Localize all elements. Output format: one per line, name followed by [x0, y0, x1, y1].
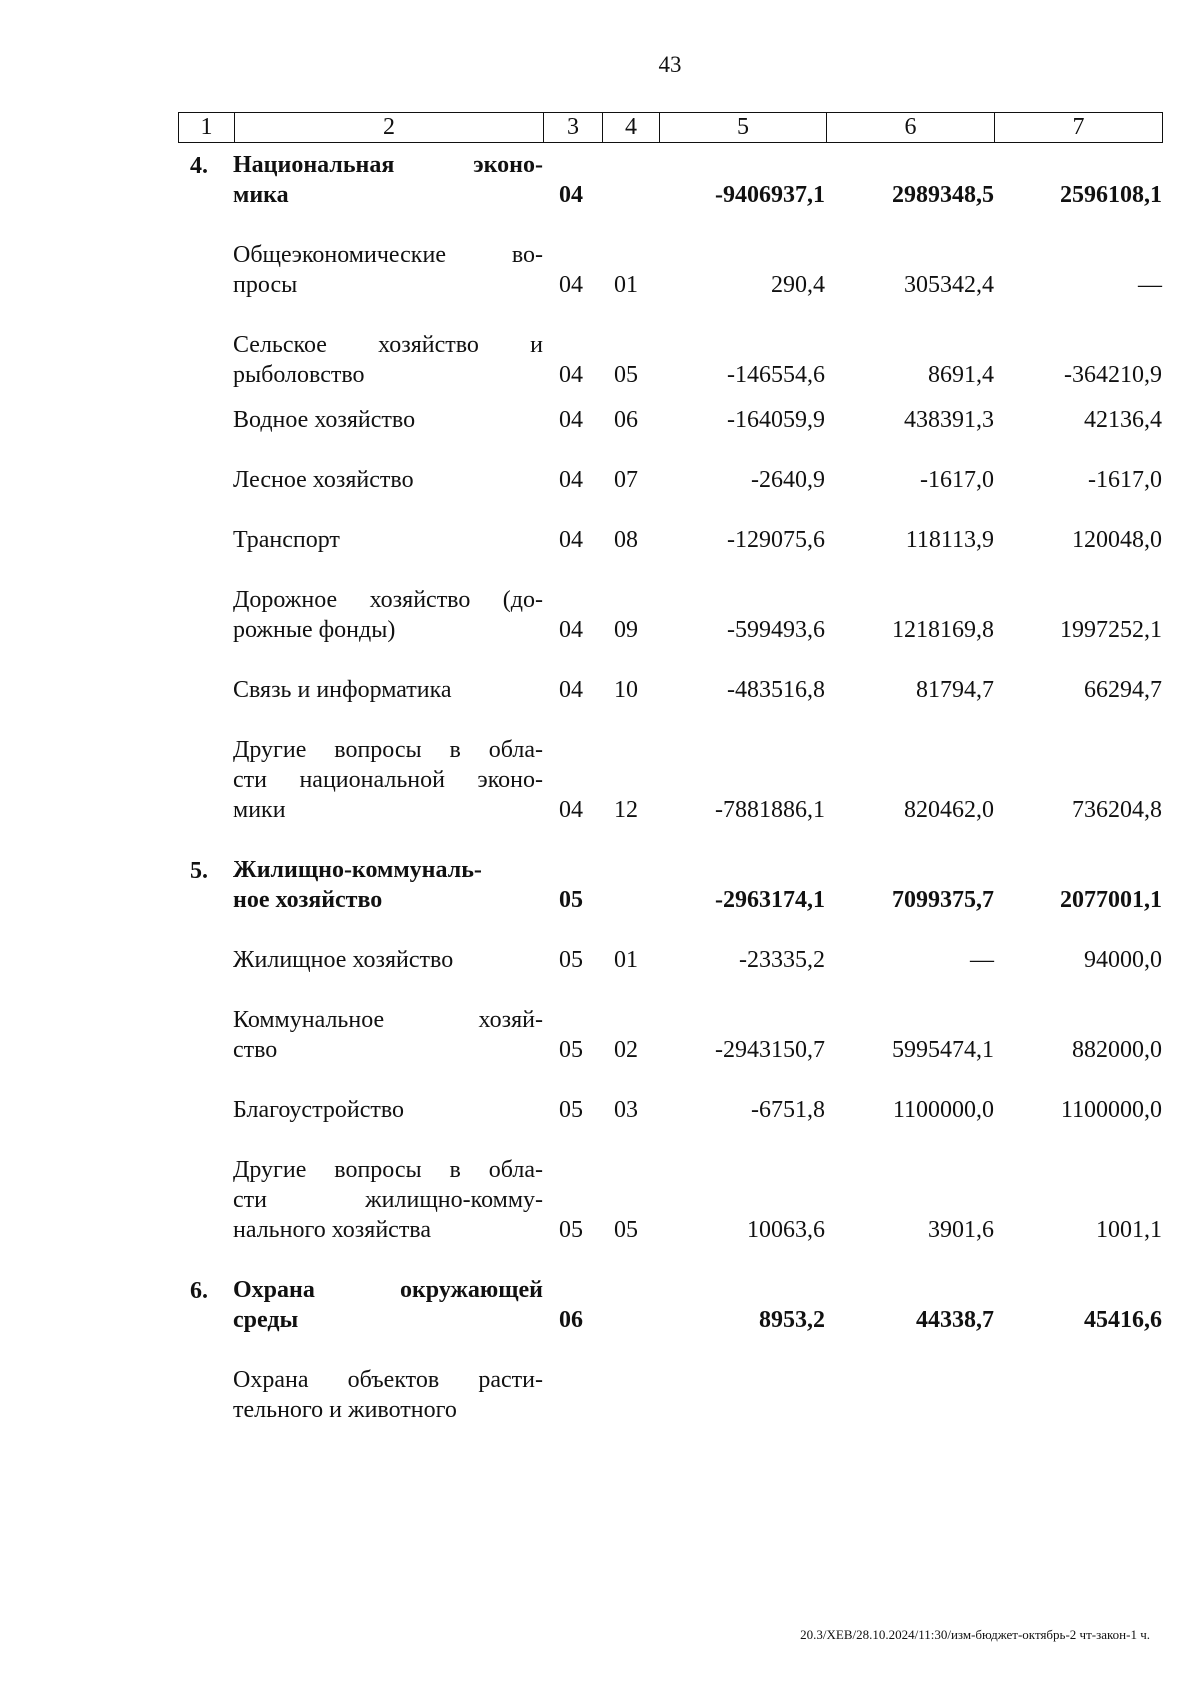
row-name-line: Связь и информатика [233, 677, 452, 703]
cell-c7: 882000,0 [1072, 1037, 1162, 1063]
row-name-line: Жилищно-коммуналь- [233, 857, 482, 883]
row-number: 5. [190, 858, 208, 884]
cell-c4: 05 [614, 362, 638, 388]
row-name-line: сти жилищно-комму- [233, 1187, 543, 1213]
cell-c7: 2077001,1 [1060, 887, 1162, 913]
header-col-2: 2 [235, 113, 544, 143]
header-col-1: 1 [179, 113, 235, 143]
header-col-5: 5 [660, 113, 827, 143]
row-name-line: Лесное хозяйство [233, 467, 414, 493]
cell-c3: 05 [559, 887, 583, 913]
footer-stamp: 20.3/ХЕВ/28.10.2024/11:30/изм-бюджет-октябрь-2 чт-закон-1 ч. [800, 1627, 1150, 1642]
cell-c7: — [1138, 272, 1162, 298]
cell-c4: 12 [614, 797, 638, 823]
cell-c5: 10063,6 [747, 1217, 825, 1243]
cell-c4: 01 [614, 272, 638, 298]
cell-c5: -6751,8 [751, 1097, 825, 1123]
row-name [233, 405, 543, 435]
cell-c6: 44338,7 [916, 1307, 994, 1333]
cell-c6: -1617,0 [920, 467, 994, 493]
cell-c5: -23335,2 [739, 947, 825, 973]
cell-c6: — [970, 947, 994, 973]
row-name [233, 330, 543, 390]
cell-c3: 04 [559, 617, 583, 643]
cell-c6: 1218169,8 [892, 617, 994, 643]
row-name [233, 525, 543, 555]
row-name [233, 1365, 543, 1425]
column-number-header [178, 112, 1163, 143]
cell-c5: -483516,8 [727, 677, 825, 703]
cell-c6: 5995474,1 [892, 1037, 994, 1063]
cell-c3: 05 [559, 1217, 583, 1243]
cell-c5: -164059,9 [727, 407, 825, 433]
cell-c7: 94000,0 [1084, 947, 1162, 973]
row-name-line: Водное хозяйство [233, 407, 416, 433]
row-name [233, 735, 543, 825]
cell-c4: 06 [614, 407, 638, 433]
cell-c5: -146554,6 [727, 362, 825, 388]
header-col-7: 7 [995, 113, 1163, 143]
row-name-line: рыболовство [233, 362, 365, 388]
cell-c4: 05 [614, 1217, 638, 1243]
cell-c6: 8691,4 [928, 362, 994, 388]
row-name-line: Общеэкономические во- [233, 242, 543, 268]
cell-c7: 42136,4 [1084, 407, 1162, 433]
cell-c7: 66294,7 [1084, 677, 1162, 703]
cell-c5: -9406937,1 [715, 182, 825, 208]
row-name-line: рожные фонды) [233, 617, 396, 643]
cell-c5: -7881886,1 [715, 797, 825, 823]
row-name [233, 855, 543, 915]
row-name-line: Охрана объектов расти- [233, 1367, 543, 1393]
row-name-line: Сельское хозяйство и [233, 332, 543, 358]
row-name [233, 1095, 543, 1125]
cell-c5: 290,4 [771, 272, 825, 298]
row-name-line: просы [233, 272, 298, 298]
cell-c3: 04 [559, 407, 583, 433]
row-name [233, 465, 543, 495]
cell-c7: 1001,1 [1096, 1217, 1162, 1243]
cell-c7: 1997252,1 [1060, 617, 1162, 643]
cell-c3: 04 [559, 797, 583, 823]
row-name-line: ное хозяйство [233, 887, 383, 913]
cell-c3: 04 [559, 272, 583, 298]
cell-c6: 1100000,0 [892, 1097, 994, 1123]
row-name-line: Другие вопросы в обла- [233, 737, 543, 763]
cell-c3: 04 [559, 677, 583, 703]
cell-c3: 05 [559, 947, 583, 973]
row-number: 4. [190, 153, 208, 179]
cell-c4: 01 [614, 947, 638, 973]
cell-c6: 81794,7 [916, 677, 994, 703]
row-name-line: Жилищное хозяйство [233, 947, 454, 973]
row-name-line: Коммунальное хозяй- [233, 1007, 543, 1033]
cell-c6: 2989348,5 [892, 182, 994, 208]
cell-c3: 04 [559, 182, 583, 208]
cell-c7: 2596108,1 [1060, 182, 1162, 208]
row-name-line: нального хозяйства [233, 1217, 431, 1243]
cell-c6: 3901,6 [928, 1217, 994, 1243]
row-name-line: мики [233, 797, 286, 823]
row-name [233, 1155, 543, 1245]
header-col-4: 4 [603, 113, 660, 143]
row-name-line: мика [233, 182, 289, 208]
cell-c3: 05 [559, 1037, 583, 1063]
cell-c7: 45416,6 [1084, 1307, 1162, 1333]
cell-c4: 08 [614, 527, 638, 553]
cell-c5: -2963174,1 [715, 887, 825, 913]
cell-c4: 10 [614, 677, 638, 703]
cell-c4: 03 [614, 1097, 638, 1123]
row-name [233, 675, 543, 705]
cell-c7: 1100000,0 [1060, 1097, 1162, 1123]
row-name [233, 1275, 543, 1335]
cell-c3: 04 [559, 527, 583, 553]
cell-c5: -2640,9 [751, 467, 825, 493]
row-name-line: Благоустройство [233, 1097, 405, 1123]
cell-c5: -2943150,7 [715, 1037, 825, 1063]
row-name-line: Другие вопросы в обла- [233, 1157, 543, 1183]
cell-c3: 05 [559, 1097, 583, 1123]
row-name-line: Дорожное хозяйство (до- [233, 587, 543, 613]
cell-c4: 09 [614, 617, 638, 643]
cell-c7: -1617,0 [1088, 467, 1162, 493]
cell-c7: -364210,9 [1064, 362, 1162, 388]
row-name [233, 585, 543, 645]
row-number: 6. [190, 1278, 208, 1304]
cell-c5: -129075,6 [727, 527, 825, 553]
cell-c6: 7099375,7 [892, 887, 994, 913]
header-col-3: 3 [544, 113, 603, 143]
cell-c3: 04 [559, 467, 583, 493]
cell-c3: 06 [559, 1307, 583, 1333]
cell-c6: 118113,9 [905, 527, 994, 553]
row-name-line: сти национальной эконо- [233, 767, 543, 793]
row-name [233, 1005, 543, 1065]
cell-c5: 8953,2 [759, 1307, 825, 1333]
cell-c6: 438391,3 [904, 407, 994, 433]
cell-c7: 120048,0 [1072, 527, 1162, 553]
cell-c7: 736204,8 [1072, 797, 1162, 823]
row-name-line: Охрана окружающей [233, 1277, 543, 1303]
page-number: 43 [658, 52, 682, 77]
row-name [233, 240, 543, 300]
row-name-line: ство [233, 1037, 278, 1063]
cell-c3: 04 [559, 362, 583, 388]
header-col-6: 6 [827, 113, 995, 143]
cell-c6: 305342,4 [904, 272, 994, 298]
row-name-line: Национальная эконо- [233, 152, 543, 178]
cell-c6: 820462,0 [904, 797, 994, 823]
row-name-line: тельного и животного [233, 1397, 457, 1423]
row-name [233, 150, 543, 210]
cell-c4: 07 [614, 467, 638, 493]
cell-c5: -599493,6 [727, 617, 825, 643]
row-name [233, 945, 543, 975]
row-name-line: Транспорт [233, 527, 340, 553]
cell-c4: 02 [614, 1037, 638, 1063]
row-name-line: среды [233, 1307, 299, 1333]
